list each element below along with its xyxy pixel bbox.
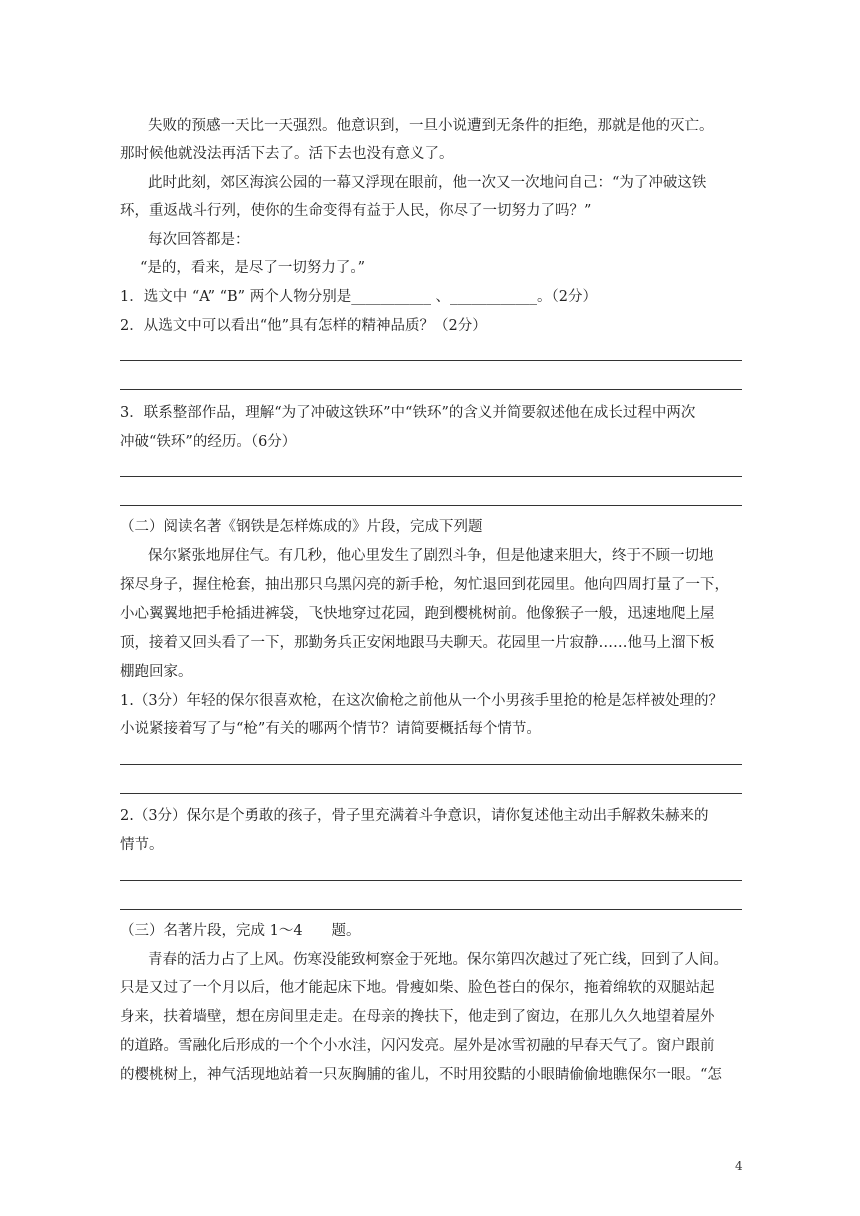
paragraph-line: 环，重返战斗行列，使你的生命变得有益于人民，你尽了一切努力了吗？” [120,203,592,219]
question-1: 1.（3分）年轻的保尔很喜欢枪，在这次偷枪之前他从一个小男孩手里抢的枪是怎样被处理的？ [120,693,724,709]
paragraph-line: 顶，接着又回头看了一下，那勤务兵正安闲地跟马夫聊天。花园里一片寂静……他马上溜下板 [120,635,715,651]
question-3: 3．联系整部作品，理解“为了冲破这铁环”中“铁环”的含义并简要叙述他在成长过程中两次 [120,405,696,421]
paragraph-line: 身来，扶着墙壁，想在房间里走走。在母亲的搀扶下，他走到了窗边，在那儿久久地望着屋外 [120,1009,715,1025]
section-heading: （三）名著片段，完成 1～4 题。 [120,923,361,939]
question-1-cont: 小说紧接着写了与“枪”有关的哪两个情节？请简要概括每个情节。 [120,721,541,737]
answer-line [120,880,742,881]
paragraph-line: 棚跑回家。 [120,664,193,680]
question-3-cont: 冲破“铁环”的经历。（6分） [120,434,297,450]
paragraph-line: 每次回答都是： [148,232,250,248]
section-heading: （二）阅读名著《钢铁是怎样炼成的》片段，完成下列题 [120,519,483,535]
paragraph-line: 探尽身子，握住枪套，抽出那只乌黑闪亮的新手枪，匆忙退回到花园里。他向四周打量了一下， [120,577,729,593]
question-2-cont: 情节。 [120,837,164,853]
paragraph-line: 小心翼翼地把手枪插进裤袋，飞快地穿过花园，跑到樱桃树前。他像猴子一般，迅速地爬上屋 [120,606,715,622]
paragraph-line: 那时候他就没法再活下去了。活下去也没有意义了。 [120,146,454,162]
paragraph-line: 只是又过了一个月以后，他才能起床下地。骨瘦如柴、脸色苍白的保尔，拖着绵软的双腿站起 [120,980,715,996]
paragraph-line: 此时此刻，郊区海滨公园的一幕又浮现在眼前，他一次又一次地问自己：“为了冲破这铁 [148,175,707,191]
page-number: 4 [735,1159,743,1173]
paragraph-line: 的樱桃树上，神气活现地站着一只灰胸脯的雀儿，不时用狡黠的小眼睛偷偷地瞧保尔一眼。“怎 [120,1067,722,1083]
paragraph-line: 的道路。雪融化后形成的一个个小水洼，闪闪发亮。屋外是冰雪初融的早春天气了。窗户跟前 [120,1038,715,1054]
answer-line [120,505,742,506]
answer-line [120,793,742,794]
answer-line [120,476,742,477]
paragraph-line: 保尔紧张地屏住气。有几秒，他心里发生了剧烈斗争，但是他逮来胆大，终于不顾一切地 [148,548,714,564]
question-1: 1．选文中 “A” “B” 两个人物分别是___________ 、____________。（2分） [120,289,598,305]
question-2: 2.（3分）保尔是个勇敢的孩子，骨子里充满着斗争意识，请你复述他主动出手解救朱赫来的 [120,808,709,824]
answer-line [120,764,742,765]
question-2: 2．从选文中可以看出“他”具有怎样的精神品质？（2分） [120,318,487,334]
paragraph-line: 失败的预感一天比一天强烈。他意识到，一旦小说遭到无条件的拒绝，那就是他的灭亡。 [148,118,714,134]
answer-line [120,389,742,390]
paragraph-line: 青春的活力占了上风。伤寒没能致柯察金于死地。保尔第四次越过了死亡线，回到了人间。 [148,952,728,968]
answer-line [120,909,742,910]
answer-line [120,360,742,361]
paragraph-line: “是的，看来，是尽了一切努力了。” [140,260,366,276]
